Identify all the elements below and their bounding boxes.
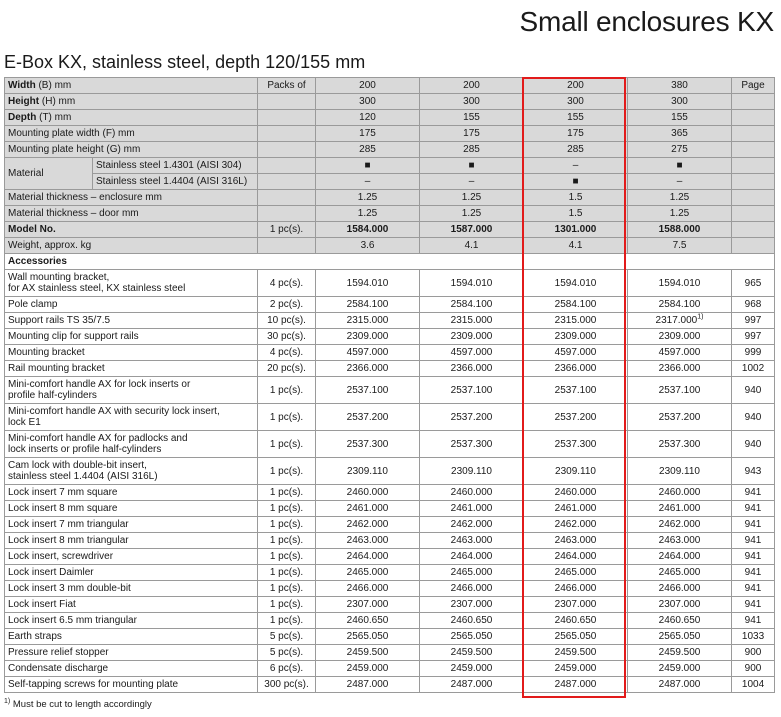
accessory-row <box>5 661 775 677</box>
accessory-page: 1033 <box>732 629 775 645</box>
accessory-model-no: 2461.000 <box>524 501 628 517</box>
accessory-name: Mounting clip for support rails <box>5 329 258 345</box>
footnote: $^{1)}$ Must be cut to length accordingly <box>4 697 152 710</box>
accessory-model-no: 2460.650 <box>420 613 524 629</box>
accessory-packs: 2 pc(s). <box>258 297 316 313</box>
accessory-page: 943 <box>732 458 775 485</box>
accessory-row <box>5 581 775 597</box>
accessory-model-no: 2459.500 <box>628 645 732 661</box>
accessory-name: Lock insert 7 mm square <box>5 485 258 501</box>
accessory-model-no: 2465.000 <box>628 565 732 581</box>
accessory-row <box>5 297 775 313</box>
accessory-model-no: 2317.000$^{1)}$ <box>628 313 732 329</box>
accessory-model-no: 2366.000 <box>420 361 524 377</box>
accessories-heading-row: Accessories <box>5 254 775 270</box>
accessory-model-no: 2309.110 <box>316 458 420 485</box>
accessory-model-no: 2309.000 <box>628 329 732 345</box>
accessory-model-no: 2461.000 <box>628 501 732 517</box>
accessory-name: Lock insert 3 mm double-bit <box>5 581 258 597</box>
accessory-name: Self-tapping screws for mounting plate <box>5 677 258 693</box>
page-title: Small enclosures KX <box>519 6 774 37</box>
accessory-name: Lock insert, screwdriver <box>5 549 258 565</box>
accessory-row <box>5 377 775 404</box>
accessory-model-no: 2537.100 <box>524 377 628 404</box>
accessory-model-no: 2487.000 <box>316 677 420 693</box>
accessory-model-no: 2465.000 <box>420 565 524 581</box>
accessory-model-no: 2307.000 <box>524 597 628 613</box>
accessory-model-no: 4597.000 <box>524 345 628 361</box>
accessory-page: 941 <box>732 501 775 517</box>
accessory-name: Lock insert Daimler <box>5 565 258 581</box>
accessory-row <box>5 501 775 517</box>
accessory-model-no: 2537.300 <box>316 431 420 458</box>
accessory-page: 941 <box>732 581 775 597</box>
accessory-page: 940 <box>732 431 775 458</box>
accessory-row <box>5 458 775 485</box>
accessory-page: 941 <box>732 565 775 581</box>
accessory-row <box>5 613 775 629</box>
accessory-page: 965 <box>732 270 775 297</box>
accessory-model-no: 2366.000 <box>524 361 628 377</box>
accessory-name: Lock insert 8 mm square <box>5 501 258 517</box>
accessory-model-no: 2565.050 <box>420 629 524 645</box>
row-mp-width: Mounting plate width (F) mm 175 175 175 365 <box>5 126 775 142</box>
accessory-model-no: 2464.000 <box>628 549 732 565</box>
row-weight: Weight, approx. kg 3.6 4.1 4.1 7.5 <box>5 238 775 254</box>
accessory-model-no: 2463.000 <box>524 533 628 549</box>
accessory-name: Mini-comfort handle AX with security lock insert, lock E1 <box>5 404 258 431</box>
accessory-model-no: 1594.010 <box>524 270 628 297</box>
accessory-packs: 5 pc(s). <box>258 645 316 661</box>
accessory-model-no: 2461.000 <box>420 501 524 517</box>
accessory-model-no: 2315.000 <box>420 313 524 329</box>
accessory-model-no: 2537.200 <box>628 404 732 431</box>
accessory-model-no: 2460.650 <box>316 613 420 629</box>
accessory-model-no: 2537.100 <box>316 377 420 404</box>
accessory-model-no: 2584.100 <box>420 297 524 313</box>
accessory-row <box>5 313 775 329</box>
accessory-page: 941 <box>732 549 775 565</box>
row-material-316: Stainless steel 1.4404 (AISI 316L) – – ■ – <box>5 174 775 190</box>
accessory-model-no: 2460.650 <box>628 613 732 629</box>
accessory-model-no: 2460.000 <box>524 485 628 501</box>
accessory-name: Mounting bracket <box>5 345 258 361</box>
accessory-model-no: 2309.110 <box>628 458 732 485</box>
accessory-page: 900 <box>732 645 775 661</box>
accessory-packs: 1 pc(s). <box>258 501 316 517</box>
accessory-model-no: 2466.000 <box>316 581 420 597</box>
accessory-name: Lock insert Fiat <box>5 597 258 613</box>
accessory-packs: 1 pc(s). <box>258 613 316 629</box>
accessory-model-no: 2307.000 <box>420 597 524 613</box>
accessory-page: 1004 <box>732 677 775 693</box>
accessory-model-no: 2487.000 <box>420 677 524 693</box>
row-thickness-door: Material thickness – door mm 1.25 1.25 1.5 1.25 <box>5 206 775 222</box>
accessory-packs: 10 pc(s). <box>258 313 316 329</box>
accessory-row <box>5 533 775 549</box>
accessory-packs: 5 pc(s). <box>258 629 316 645</box>
accessory-model-no: 2463.000 <box>420 533 524 549</box>
accessory-model-no: 2460.650 <box>524 613 628 629</box>
accessory-model-no: 2459.500 <box>420 645 524 661</box>
accessory-packs: 1 pc(s). <box>258 377 316 404</box>
accessory-packs: 1 pc(s). <box>258 565 316 581</box>
accessory-model-no: 2462.000 <box>524 517 628 533</box>
accessory-name: Cam lock with double-bit insert, stainless steel 1.4404 (AISI 316L) <box>5 458 258 485</box>
accessory-packs: 4 pc(s). <box>258 345 316 361</box>
accessory-page: 968 <box>732 297 775 313</box>
accessory-model-no: 2459.000 <box>316 661 420 677</box>
accessory-model-no: 2307.000 <box>316 597 420 613</box>
accessory-name: Support rails TS 35/7.5 <box>5 313 258 329</box>
accessory-model-no: 2366.000 <box>628 361 732 377</box>
accessory-row <box>5 597 775 613</box>
accessory-row <box>5 431 775 458</box>
accessory-model-no: 2460.000 <box>316 485 420 501</box>
accessory-packs: 1 pc(s). <box>258 404 316 431</box>
accessory-model-no: 2366.000 <box>316 361 420 377</box>
accessory-model-no: 2462.000 <box>628 517 732 533</box>
accessory-packs: 1 pc(s). <box>258 549 316 565</box>
accessory-model-no: 2584.100 <box>524 297 628 313</box>
accessory-model-no: 2309.000 <box>316 329 420 345</box>
accessory-model-no: 1594.010 <box>628 270 732 297</box>
accessory-model-no: 2565.050 <box>316 629 420 645</box>
accessory-packs: 300 pc(s). <box>258 677 316 693</box>
row-model-no: Model No. 1 pc(s). 1584.000 1587.000 1301.000 1588.000 <box>5 222 775 238</box>
accessory-row <box>5 565 775 581</box>
accessory-name: Earth straps <box>5 629 258 645</box>
accessory-page: 941 <box>732 517 775 533</box>
accessory-model-no: 2537.100 <box>628 377 732 404</box>
accessory-model-no: 2537.200 <box>420 404 524 431</box>
accessory-model-no: 4597.000 <box>628 345 732 361</box>
accessory-model-no: 2565.050 <box>628 629 732 645</box>
row-mp-height: Mounting plate height (G) mm 285 285 285 275 <box>5 142 775 158</box>
accessory-packs: 1 pc(s). <box>258 533 316 549</box>
accessory-model-no: 2315.000 <box>524 313 628 329</box>
accessory-model-no: 2464.000 <box>524 549 628 565</box>
accessory-packs: 4 pc(s). <box>258 270 316 297</box>
accessory-model-no: 4597.000 <box>420 345 524 361</box>
accessory-model-no: 2460.000 <box>420 485 524 501</box>
accessory-name: Mini-comfort handle AX for lock inserts or profile half-cylinders <box>5 377 258 404</box>
accessory-name: Lock insert 8 mm triangular <box>5 533 258 549</box>
accessory-model-no: 2307.000 <box>628 597 732 613</box>
accessory-row <box>5 485 775 501</box>
accessory-packs: 20 pc(s). <box>258 361 316 377</box>
accessory-page: 941 <box>732 597 775 613</box>
accessory-model-no: 2487.000 <box>524 677 628 693</box>
accessory-row <box>5 361 775 377</box>
accessory-packs: 1 pc(s). <box>258 431 316 458</box>
accessory-page: 997 <box>732 329 775 345</box>
accessory-model-no: 2459.500 <box>524 645 628 661</box>
accessory-model-no: 2309.110 <box>420 458 524 485</box>
accessory-packs: 1 pc(s). <box>258 517 316 533</box>
accessory-model-no: 2584.100 <box>316 297 420 313</box>
row-width: Width (B) mm Packs of 200 200 200 380 Page <box>5 78 775 94</box>
accessory-model-no: 2537.300 <box>524 431 628 458</box>
accessory-row <box>5 629 775 645</box>
accessory-row <box>5 270 775 297</box>
accessory-model-no: 2460.000 <box>628 485 732 501</box>
accessory-model-no: 2465.000 <box>316 565 420 581</box>
accessory-row <box>5 549 775 565</box>
accessory-model-no: 2466.000 <box>420 581 524 597</box>
spec-table <box>4 77 775 693</box>
accessory-page: 941 <box>732 485 775 501</box>
accessory-page: 900 <box>732 661 775 677</box>
accessory-model-no: 2464.000 <box>316 549 420 565</box>
accessory-row <box>5 517 775 533</box>
accessory-name: Pressure relief stopper <box>5 645 258 661</box>
accessory-row <box>5 645 775 661</box>
accessory-packs: 1 pc(s). <box>258 485 316 501</box>
accessory-packs: 1 pc(s). <box>258 458 316 485</box>
accessory-name: Condensate discharge <box>5 661 258 677</box>
accessory-model-no: 2459.000 <box>420 661 524 677</box>
accessory-row <box>5 345 775 361</box>
accessory-name: Wall mounting bracket, for AX stainless steel, KX stainless steel <box>5 270 258 297</box>
accessory-model-no: 2537.200 <box>524 404 628 431</box>
accessory-model-no: 2466.000 <box>628 581 732 597</box>
accessory-model-no: 2462.000 <box>316 517 420 533</box>
accessory-model-no: 2309.000 <box>420 329 524 345</box>
accessory-model-no: 2565.050 <box>524 629 628 645</box>
accessory-row <box>5 677 775 693</box>
accessory-model-no: 2459.000 <box>628 661 732 677</box>
accessory-model-no: 2537.300 <box>420 431 524 458</box>
accessory-model-no: 4597.000 <box>316 345 420 361</box>
accessory-name: Mini-comfort handle AX for padlocks and lock inserts or profile half-cylinders <box>5 431 258 458</box>
accessory-packs: 30 pc(s). <box>258 329 316 345</box>
accessory-row <box>5 329 775 345</box>
accessory-name: Rail mounting bracket <box>5 361 258 377</box>
accessory-page: 940 <box>732 377 775 404</box>
accessory-model-no: 2309.000 <box>524 329 628 345</box>
accessory-name: Lock insert 7 mm triangular <box>5 517 258 533</box>
accessory-model-no: 2537.200 <box>316 404 420 431</box>
accessory-model-no: 2315.000 <box>316 313 420 329</box>
accessory-model-no: 2463.000 <box>628 533 732 549</box>
accessory-model-no: 2537.100 <box>420 377 524 404</box>
accessory-name: Pole clamp <box>5 297 258 313</box>
row-height: Height (H) mm 300 300 300 300 <box>5 94 775 110</box>
product-subtitle: E-Box KX, stainless steel, depth 120/155 mm <box>4 52 366 72</box>
accessory-model-no: 2459.500 <box>316 645 420 661</box>
accessory-model-no: 2309.110 <box>524 458 628 485</box>
accessory-model-no: 2461.000 <box>316 501 420 517</box>
accessory-model-no: 2487.000 <box>628 677 732 693</box>
accessory-page: 940 <box>732 404 775 431</box>
accessory-packs: 1 pc(s). <box>258 581 316 597</box>
accessory-model-no: 2459.000 <box>524 661 628 677</box>
accessory-model-no: 2463.000 <box>316 533 420 549</box>
accessory-page: 999 <box>732 345 775 361</box>
accessory-model-no: 2465.000 <box>524 565 628 581</box>
row-depth: Depth (T) mm 120 155 155 155 <box>5 110 775 126</box>
accessory-name: Lock insert 6.5 mm triangular <box>5 613 258 629</box>
accessory-packs: 1 pc(s). <box>258 597 316 613</box>
accessory-model-no: 1594.010 <box>316 270 420 297</box>
accessory-page: 997 <box>732 313 775 329</box>
accessory-model-no: 2584.100 <box>628 297 732 313</box>
accessory-page: 941 <box>732 613 775 629</box>
accessory-row <box>5 404 775 431</box>
accessory-page: 1002 <box>732 361 775 377</box>
accessory-packs: 6 pc(s). <box>258 661 316 677</box>
accessory-model-no: 2466.000 <box>524 581 628 597</box>
row-material-304: Material Stainless steel 1.4301 (AISI 304) ■ ■ – ■ <box>5 158 775 174</box>
accessory-model-no: 2464.000 <box>420 549 524 565</box>
row-thickness-enclosure: Material thickness – enclosure mm 1.25 1.25 1.5 1.25 <box>5 190 775 206</box>
accessory-page: 941 <box>732 533 775 549</box>
accessory-model-no: 1594.010 <box>420 270 524 297</box>
accessory-model-no: 2462.000 <box>420 517 524 533</box>
accessory-model-no: 2537.300 <box>628 431 732 458</box>
